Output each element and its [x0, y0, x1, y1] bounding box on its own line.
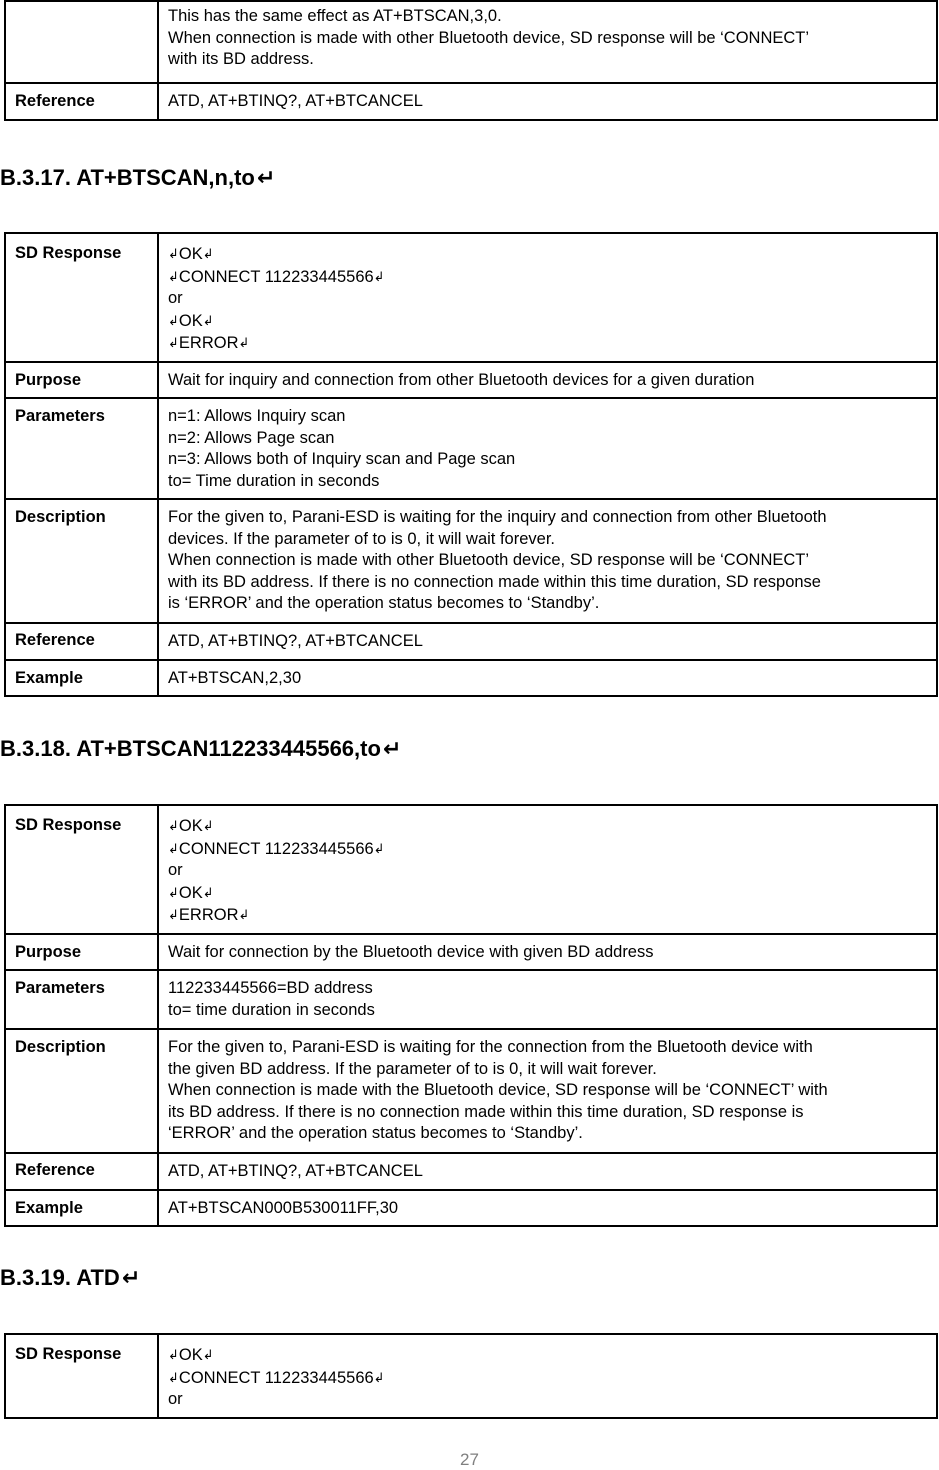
table-row [5, 1190, 937, 1227]
carriage-return-icon: ↲ [238, 907, 250, 922]
table-row [5, 83, 937, 120]
row-value [158, 805, 937, 934]
carriage-return-icon: ↲ [373, 840, 385, 856]
row-label: SD Response [5, 233, 158, 362]
carriage-return-icon: ↲ [168, 312, 179, 328]
row-label [5, 1, 158, 83]
text-line: ATD, AT+BTINQ?, AT+BTCANCEL [168, 92, 423, 110]
section-heading-b319 [0, 1265, 140, 1291]
response-line [168, 904, 930, 927]
table-row [5, 623, 937, 660]
table-row [5, 362, 937, 399]
text-line: to= Time duration in seconds [168, 471, 380, 490]
carriage-return-icon: ↲ [202, 884, 214, 900]
return-arrow-icon: ↵ [382, 736, 402, 761]
response-line: or [168, 861, 183, 879]
response-text: OK [178, 883, 203, 902]
response-line [168, 882, 930, 905]
carriage-return-icon: ↲ [202, 246, 214, 261]
row-label: SD Response [5, 805, 158, 934]
table-row [5, 233, 937, 362]
carriage-return-icon: ↲ [373, 268, 385, 284]
text-line: AT+BTSCAN,2,30 [168, 668, 302, 687]
carriage-return-icon: ↲ [168, 884, 179, 900]
response-text: OK [178, 245, 203, 263]
response-line: or [168, 1390, 183, 1408]
text-line: When connection is made with other Bluetooth device, SD response will be ‘CONNECT’ [168, 28, 810, 47]
row-value [158, 233, 937, 362]
carriage-return-icon: ↲ [168, 840, 179, 856]
text-line: with its BD address. [168, 50, 314, 68]
table-row [5, 805, 937, 934]
text-line: with its BD address. If there is no connection made within this time duration, SD response [168, 572, 821, 591]
table-row [5, 970, 937, 1029]
text-line: the given BD address. If the parameter of to is 0, it will wait forever. [168, 1059, 657, 1078]
table-row [5, 934, 937, 971]
response-line [168, 1367, 930, 1390]
row-value [158, 499, 937, 623]
response-line: or [168, 289, 183, 307]
response-line [168, 815, 930, 838]
text-line: AT+BTSCAN000B530011FF,30 [168, 1198, 399, 1217]
row-label: Description [5, 499, 158, 623]
text-line: devices. If the parameter of to is 0, it will wait forever. [168, 529, 555, 548]
table-row [5, 1153, 937, 1190]
row-label: Parameters [5, 398, 158, 499]
response-text: OK [178, 311, 203, 330]
row-value [158, 362, 937, 399]
text-line: 112233445566=BD address [168, 979, 373, 997]
text-line: n=3: Allows both of Inquiry scan and Page scan [168, 450, 516, 468]
response-text: OK [178, 1346, 203, 1364]
carriage-return-icon: ↲ [238, 335, 250, 350]
heading-text: B.3.19. ATD [0, 1265, 120, 1290]
text-line: ATD, AT+BTINQ?, AT+BTCANCEL [168, 632, 423, 650]
return-arrow-icon: ↵ [121, 1265, 141, 1290]
row-label: Description [5, 1029, 158, 1153]
row-value [158, 623, 937, 660]
row-value [158, 1029, 937, 1153]
response-text: ERROR [178, 906, 239, 924]
carriage-return-icon: ↲ [202, 1347, 214, 1362]
row-value [158, 398, 937, 499]
row-value [158, 1334, 937, 1418]
row-label: Reference [5, 623, 158, 660]
row-label: Purpose [5, 362, 158, 399]
table-row [5, 660, 937, 697]
carriage-return-icon: ↲ [168, 1369, 179, 1385]
response-text: CONNECT 112233445566 [178, 839, 374, 858]
carriage-return-icon: ↲ [202, 312, 214, 328]
text-line: When connection is made with the Bluetooth device, SD response will be ‘CONNECT’ with [168, 1081, 828, 1099]
text-line: n=2: Allows Page scan [168, 428, 335, 447]
text-line: When connection is made with other Bluetooth device, SD response will be ‘CONNECT’ [168, 551, 810, 569]
row-label: Parameters [5, 970, 158, 1029]
carriage-return-icon: ↲ [168, 818, 179, 833]
section-heading-b318 [0, 736, 401, 762]
table-row [5, 1029, 937, 1153]
command-table-b319 [4, 1333, 938, 1419]
carriage-return-icon: ↲ [202, 818, 214, 833]
heading-text: B.3.18. AT+BTSCAN112233445566,to [0, 736, 381, 761]
text-line: is ‘ERROR’ and the operation status becomes to ‘Standby’. [168, 594, 600, 612]
row-value [158, 1190, 937, 1227]
response-text: CONNECT 112233445566 [178, 1368, 374, 1387]
table-row [5, 1334, 937, 1418]
response-line [168, 266, 930, 289]
carriage-return-icon: ↲ [168, 907, 179, 922]
section-heading-b317 [0, 165, 275, 191]
continued-table [4, 0, 938, 121]
carriage-return-icon: ↲ [168, 246, 179, 261]
row-value [158, 970, 937, 1029]
row-value [158, 83, 937, 120]
text-line: ‘ERROR’ and the operation status becomes to ‘Standby’. [168, 1124, 583, 1142]
row-label: Purpose [5, 934, 158, 971]
response-text: CONNECT 112233445566 [178, 267, 374, 286]
row-value [158, 1, 937, 83]
heading-text: B.3.17. AT+BTSCAN,n,to [0, 165, 255, 190]
carriage-return-icon: ↲ [373, 1369, 385, 1385]
row-label: Reference [5, 83, 158, 120]
response-line [168, 243, 930, 266]
row-value [158, 1153, 937, 1190]
table-row [5, 499, 937, 623]
carriage-return-icon: ↲ [168, 1347, 179, 1362]
response-line [168, 310, 930, 333]
text-line: Wait for inquiry and connection from other Bluetooth devices for a given duration [168, 370, 755, 389]
command-table-b318 [4, 804, 938, 1227]
text-line: ATD, AT+BTINQ?, AT+BTCANCEL [168, 1162, 423, 1180]
row-label: Reference [5, 1153, 158, 1190]
row-value [158, 934, 937, 971]
response-text: OK [178, 817, 203, 835]
text-line: to= time duration in seconds [168, 1000, 375, 1019]
response-text: ERROR [178, 334, 239, 352]
table-row [5, 398, 937, 499]
return-arrow-icon: ↵ [256, 165, 276, 190]
response-line [168, 332, 930, 355]
command-table-b317 [4, 232, 938, 697]
page-number: 27 [460, 1450, 479, 1469]
text-line: For the given to, Parani-ESD is waiting for the connection from the Bluetooth device with [168, 1038, 813, 1056]
text-line: n=1: Allows Inquiry scan [168, 407, 346, 425]
text-line: For the given to, Parani-ESD is waiting for the inquiry and connection from other Bluetooth [168, 508, 827, 526]
row-value [158, 660, 937, 697]
row-label: Example [5, 660, 158, 697]
row-label: SD Response [5, 1334, 158, 1418]
response-line [168, 838, 930, 861]
response-line [168, 1344, 930, 1367]
carriage-return-icon: ↲ [168, 268, 179, 284]
text-line: its BD address. If there is no connection made within this time duration, SD response is [168, 1102, 804, 1121]
text-line: Wait for connection by the Bluetooth device with given BD address [168, 942, 654, 961]
row-label: Example [5, 1190, 158, 1227]
table-row [5, 1, 937, 83]
text-line: This has the same effect as AT+BTSCAN,3,0. [168, 7, 502, 25]
carriage-return-icon: ↲ [168, 335, 179, 350]
